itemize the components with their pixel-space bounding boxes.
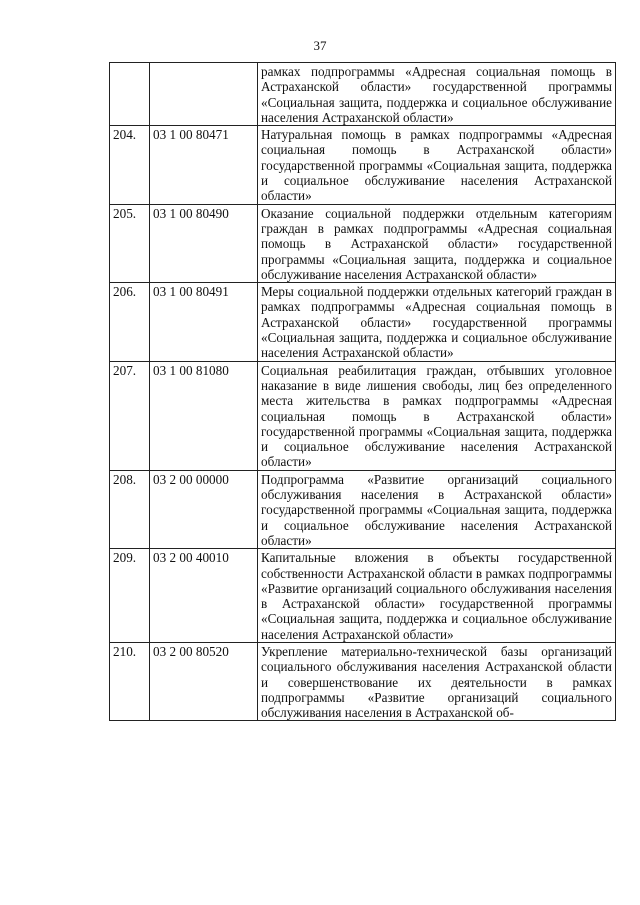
row-number: 208. <box>110 470 150 548</box>
row-code <box>150 63 258 126</box>
budget-code-table <box>109 62 616 721</box>
row-code: 03 2 00 00000 <box>150 470 258 548</box>
row-number: 205. <box>110 204 150 282</box>
row-description: Подпрограмма «Развитие организаций социального обслуживания населения в Астраханской области» государственной программы «Социальная защита, поддержка и социальное обслуживание населения Астраханской области» <box>258 470 616 548</box>
row-description: Социальная реабилитация граждан, отбывших уголовное наказание в виде лишения свободы, лиц без определенного места жительства в рамках подпрограммы «Адресная социальная помощь в Астраханской области» государственной программы «Социальная защита, поддержка и социальное обслуживание населения Астраханской области» <box>258 361 616 470</box>
row-number: 210. <box>110 642 150 720</box>
table-row <box>110 642 616 720</box>
row-number: 209. <box>110 549 150 643</box>
row-number: 204. <box>110 126 150 204</box>
table-row <box>110 470 616 548</box>
row-code: 03 1 00 81080 <box>150 361 258 470</box>
row-description: Меры социальной поддержки отдельных категорий граждан в рамках подпрограммы «Адресная социальная помощь в Астраханской области» государственной программы «Социальная защита, поддержка и социальное обслуживание населения Астраханской области» <box>258 283 616 361</box>
row-description: Укрепление материально-технической базы организаций социального обслуживания населения Астраханской области и совершенствование их деятельности в рамках подпрограммы «Развитие организаций социального обслуживания населения в Астраханской об- <box>258 642 616 720</box>
table-row <box>110 126 616 204</box>
row-code: 03 2 00 80520 <box>150 642 258 720</box>
row-code: 03 1 00 80471 <box>150 126 258 204</box>
row-description: рамках подпрограммы «Адресная социальная помощь в Астраханской области» государственной программы «Социальная защита, поддержка и социальное обслуживание населения Астраханской области» <box>258 63 616 126</box>
row-description: Натуральная помощь в рамках подпрограммы «Адресная социальная помощь в Астраханской области» государственной программы «Социальная защита, поддержка и социальное обслуживание населения Астраханской области» <box>258 126 616 204</box>
row-description: Капитальные вложения в объекты государственной собственности Астраханской области в рамках подпрограммы «Развитие организаций социального обслуживания населения в Астраханской области» государственной программы «Социальная защита, поддержка и социальное обслуживание населения Астраханской области» <box>258 549 616 643</box>
table-row <box>110 549 616 643</box>
row-code: 03 2 00 40010 <box>150 549 258 643</box>
row-number <box>110 63 150 126</box>
page-number: 37 <box>313 38 327 53</box>
table-row <box>110 204 616 282</box>
row-description: Оказание социальной поддержки отдельным категориям граждан в рамках подпрограммы «Адресная социальная помощь в Астраханской области» государственной программы «Социальная защита, поддержка и социальное обслуживание населения Астраханской области» <box>258 204 616 282</box>
table-row <box>110 283 616 361</box>
table-row <box>110 63 616 126</box>
row-number: 206. <box>110 283 150 361</box>
row-code: 03 1 00 80491 <box>150 283 258 361</box>
row-code: 03 1 00 80490 <box>150 204 258 282</box>
row-number: 207. <box>110 361 150 470</box>
table-row <box>110 361 616 470</box>
